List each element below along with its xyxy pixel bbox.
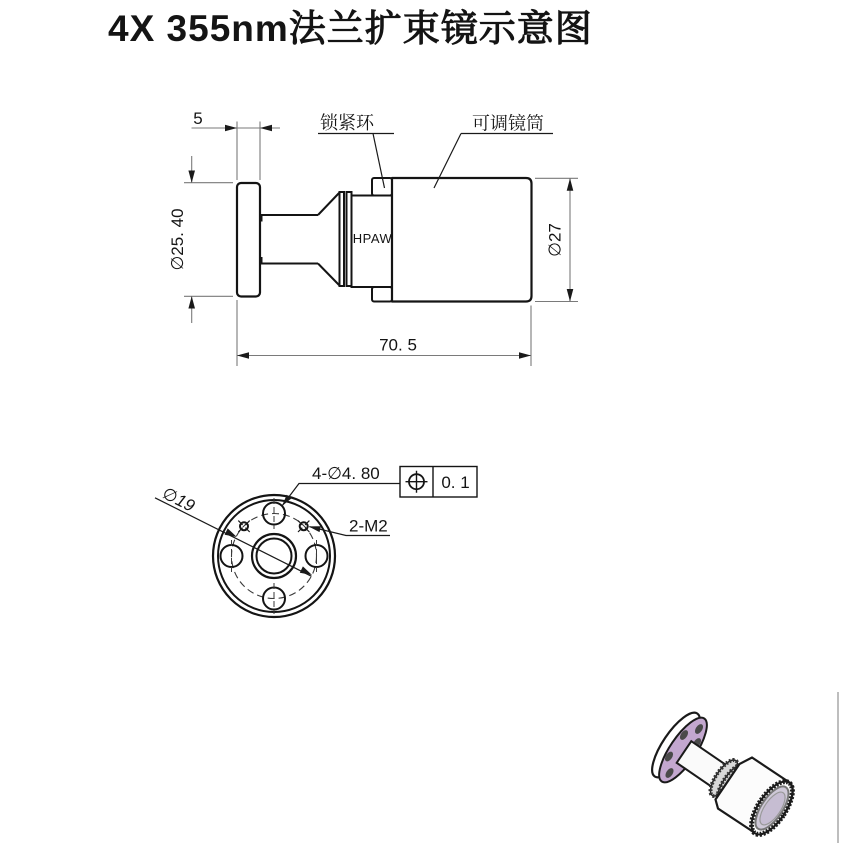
drawing-title: 4X 355nm法兰扩束镜示意图 <box>108 8 593 49</box>
tolerance-value-label: 0. 1 <box>441 473 470 492</box>
adjustable-tube-label: 可调镜筒 <box>472 113 544 134</box>
dim-total-length-label: 70. 5 <box>379 335 417 355</box>
callout-clearance-holes-label: 4-∅4. 80 <box>312 464 380 483</box>
tolerance-frame <box>400 467 477 498</box>
dim-tube-diameter-label: ∅27 <box>545 223 565 257</box>
callout-thread-holes-label: 2-M2 <box>349 516 388 536</box>
dim-flange-diameter-label: ∅25. 40 <box>168 208 187 271</box>
dim-flange-thickness-label: 5 <box>193 109 203 128</box>
dim-bolt-circle-label: ∅19 <box>159 483 198 516</box>
brand-text: HPAW <box>352 231 393 246</box>
lock-ring-label: 锁紧环 <box>320 113 374 133</box>
